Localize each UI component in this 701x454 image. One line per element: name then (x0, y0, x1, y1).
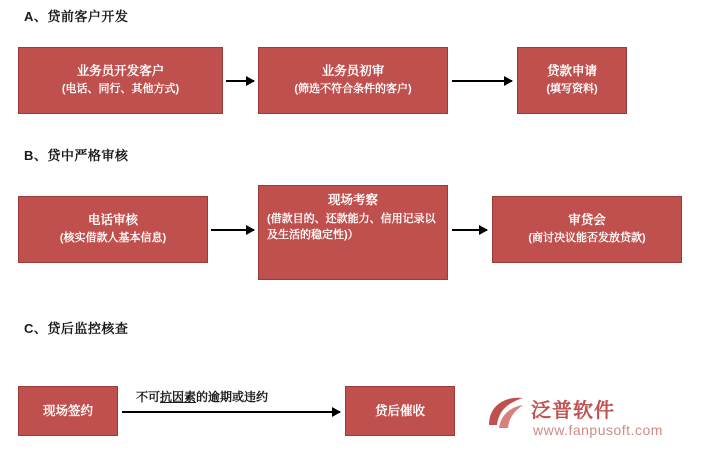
arrow-label-prefix: 不可 (136, 390, 161, 404)
box-subtitle: (核实借款人基本信息) (59, 232, 167, 245)
watermark (485, 388, 695, 450)
arrow-field-to-committee (452, 229, 487, 231)
box-subtitle: (填写资料) (546, 83, 598, 96)
box-title: 业务员初审 (321, 63, 385, 78)
box-title: 审贷会 (568, 212, 606, 227)
box-title: 贷后催收 (374, 403, 425, 418)
box-loan-application[interactable] (517, 47, 627, 114)
box-subtitle: (商讨决议能否发放贷款) (528, 232, 646, 245)
arrow-phone-to-field (211, 229, 254, 231)
box-title: 贷款申请 (546, 63, 597, 78)
box-subtitle: (借款目的、还款能力、信用记录以及生活的稳定性)） (267, 212, 436, 241)
section-title-in-loan: B、贷中严格审核 (24, 148, 129, 163)
box-loan-review-committee[interactable] (492, 196, 682, 263)
box-subtitle: (电话、同行、其他方式) (61, 83, 180, 96)
box-subtitle: (筛选不符合条件的客户) (294, 83, 412, 96)
brand-url: www.fanpusoft.com (533, 422, 663, 438)
box-phone-review[interactable] (18, 196, 208, 263)
box-title: 电话审核 (87, 212, 138, 227)
brand-logo-icon (485, 394, 527, 432)
box-post-loan-collection[interactable] (345, 386, 455, 436)
brand-name: 泛普软件 (531, 400, 615, 422)
section-title-post-loan: C、贷后监控核查 (24, 321, 129, 336)
box-title: 业务员开发客户 (76, 63, 165, 78)
arrow-label-suffix: 的逾期或违约 (196, 390, 269, 404)
section-title-pre-loan: A、贷前客户开发 (24, 9, 129, 24)
arrow-label-underlined: 抗因素 (160, 390, 197, 404)
box-on-site-signing[interactable] (18, 386, 118, 436)
arrow-develop-to-first-review (226, 80, 254, 82)
box-salesperson-develop-customer[interactable] (18, 47, 223, 114)
arrow-label-force-majeure (136, 388, 268, 405)
box-salesperson-first-review[interactable] (258, 47, 448, 114)
arrow-first-review-to-application (452, 80, 512, 82)
arrow-signing-to-collection (122, 411, 340, 413)
box-title: 现场签约 (42, 403, 93, 418)
box-field-investigation[interactable] (258, 185, 448, 280)
box-title: 现场考察 (327, 193, 378, 207)
